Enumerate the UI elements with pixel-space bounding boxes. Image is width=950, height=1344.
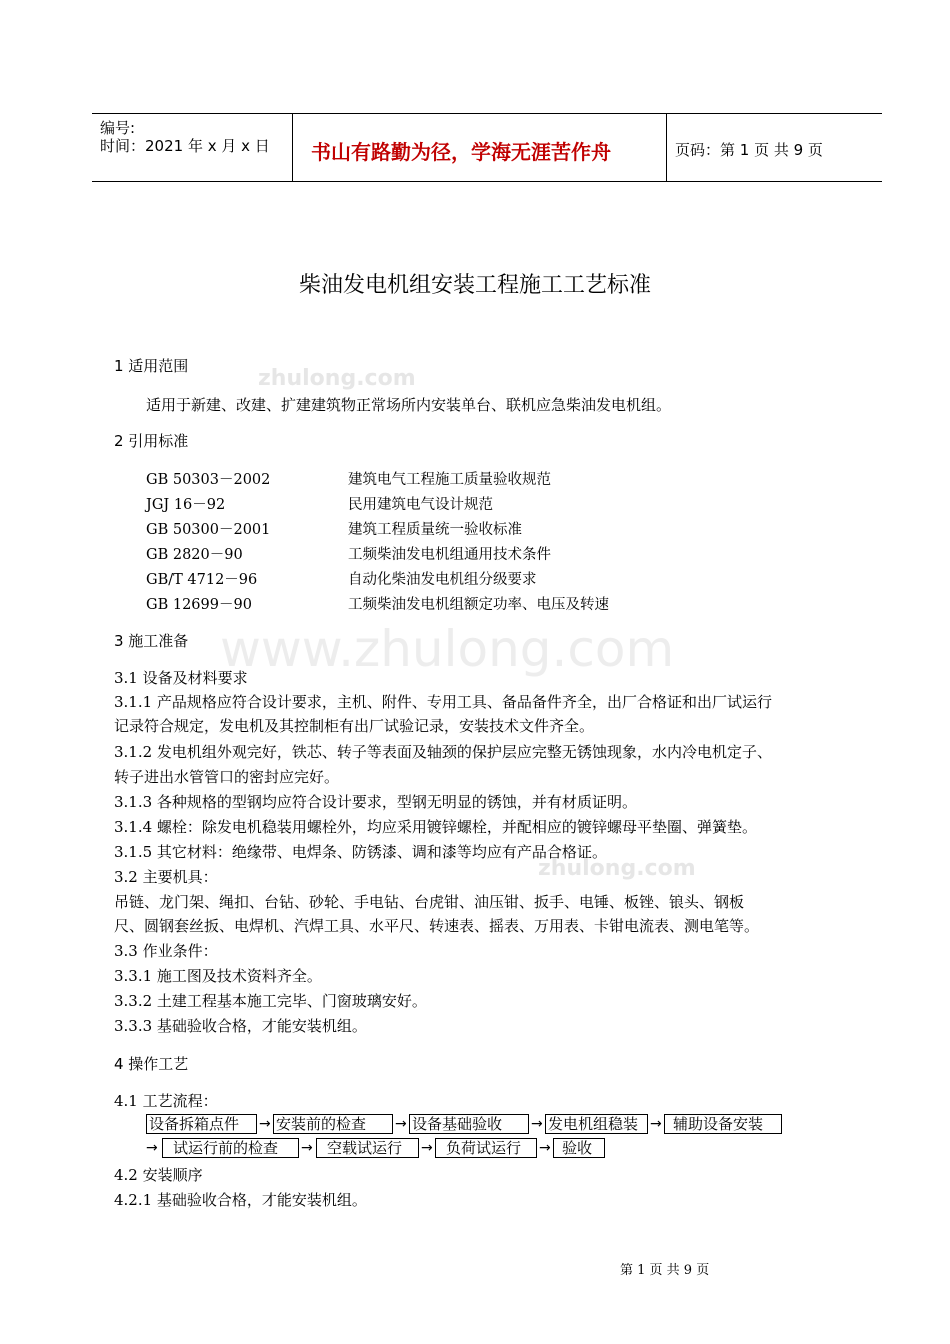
header-divider — [666, 113, 667, 181]
paragraph: 3.3.1 施工图及技术资料齐全。 — [114, 967, 322, 985]
section-heading: 1 适用范围 — [114, 357, 189, 375]
flow-step: 辅助设备安装 — [664, 1114, 782, 1134]
paragraph: 尺、圆钢套丝扳、电焊机、汽焊工具、水平尺、转速表、摇表、万用表、卡钳电流表、测电笔等。 — [114, 917, 760, 935]
header-number-label: 编号: — [100, 119, 136, 137]
header-motto: 书山有路勤为径，学海无涯苦作舟 — [311, 140, 611, 164]
standard-code: GB 50303－2002 — [146, 472, 271, 488]
paragraph: 记录符合规定，发电机及其控制柜有出厂试验记录，安装技术文件齐全。 — [114, 717, 595, 735]
paragraph: 转子进出水管管口的密封应完好。 — [114, 768, 340, 786]
arrow-icon: → — [421, 1140, 433, 1156]
arrow-icon: → — [539, 1140, 551, 1156]
section-heading: 3 施工准备 — [114, 632, 189, 650]
page-title: 柴油发电机组安装工程施工工艺标准 — [298, 273, 651, 298]
standard-name: 工频柴油发电机组通用技术条件 — [348, 547, 551, 563]
header-bottom-border — [92, 181, 882, 182]
paragraph: 3.1.3 各种规格的型钢均应符合设计要求，型钢无明显的锈蚀，并有材质证明。 — [114, 793, 637, 811]
standard-code: JGJ 16－92 — [146, 497, 226, 513]
flow-step: 试运行前的检查 — [162, 1138, 299, 1158]
standard-name: 建筑工程质量统一验收标准 — [348, 522, 522, 538]
arrow-icon: → — [395, 1116, 407, 1132]
arrow-icon: → — [650, 1116, 662, 1132]
paragraph: 3.1.1 产品规格应符合设计要求，主机、附件、专用工具、备品备件齐全，出厂合格证和出厂试运行 — [114, 693, 772, 711]
header-time-label: 时间：2021 年 x 月 x 日 — [100, 137, 270, 155]
paragraph: 适用于新建、改建、扩建建筑物正常场所内安装单台、联机应急柴油发电机组。 — [146, 396, 672, 414]
flow-step: 空载试运行 — [316, 1138, 419, 1158]
standard-code: GB/T 4712－96 — [146, 572, 258, 588]
standard-name: 工频柴油发电机组额定功率、电压及转速 — [348, 597, 609, 613]
paragraph: 3.1.2 发电机组外观完好，铁芯、转子等表面及轴颈的保护层应完整无锈蚀现象，水内冷电机定子、 — [114, 743, 772, 761]
page-footer: 第 1 页 共 9 页 — [620, 1263, 710, 1278]
paragraph: 3.1 设备及材料要求 — [114, 669, 248, 687]
paragraph: 吊链、龙门架、绳扣、台钻、砂轮、手电钻、台虎钳、油压钳、扳手、电锤、板锉、锒头、钢板 — [114, 893, 745, 911]
paragraph: 3.1.4 螺栓：除发电机稳装用螺栓外，均应采用镀锌螺栓，并配相应的镀锌螺母平垫圈、弹簧垫。 — [114, 818, 757, 836]
standard-name: 自动化柴油发电机组分级要求 — [348, 572, 537, 588]
watermark: www.zhulong.com — [220, 620, 675, 678]
header-page-label: 页码：第 1 页 共 9 页 — [675, 141, 823, 159]
flow-label: 4.1 工艺流程： — [114, 1092, 218, 1110]
flow-step: 安装前的检查 — [273, 1114, 393, 1134]
arrow-icon: → — [259, 1116, 271, 1132]
arrow-icon: → — [301, 1140, 313, 1156]
sub-heading: 4.2 安装顺序 — [114, 1166, 203, 1184]
standard-code: GB 2820－90 — [146, 547, 243, 563]
watermark: zhulong.com — [258, 366, 416, 391]
arrow-icon: → — [531, 1116, 543, 1132]
flow-step: 设备拆箱点件 — [146, 1114, 257, 1134]
paragraph: 3.1.5 其它材料：绝缘带、电焊条、防锈漆、调和漆等均应有产品合格证。 — [114, 843, 607, 861]
paragraph: 3.3.3 基础验收合格，才能安装机组。 — [114, 1017, 367, 1035]
section-heading: 4 操作工艺 — [114, 1055, 189, 1073]
flow-step: 验收 — [553, 1138, 605, 1158]
arrow-icon: → — [146, 1140, 158, 1156]
watermark: zhulong.com — [538, 856, 696, 881]
paragraph: 3.3 作业条件： — [114, 942, 218, 960]
paragraph: 4.2.1 基础验收合格，才能安装机组。 — [114, 1191, 367, 1209]
standard-code: GB 12699－90 — [146, 597, 252, 613]
flow-step: 负荷试运行 — [435, 1138, 537, 1158]
standard-code: GB 50300－2001 — [146, 522, 271, 538]
paragraph: 3.3.2 土建工程基本施工完毕、门窗玻璃安好。 — [114, 992, 427, 1010]
standard-name: 建筑电气工程施工质量验收规范 — [348, 472, 551, 488]
header-top-border — [92, 113, 882, 114]
flow-step: 设备基础验收 — [409, 1114, 529, 1134]
section-heading: 2 引用标准 — [114, 432, 189, 450]
standard-name: 民用建筑电气设计规范 — [348, 497, 493, 513]
header-divider — [292, 113, 293, 181]
flow-step: 发电机组稳装 — [545, 1114, 648, 1134]
paragraph: 3.2 主要机具： — [114, 868, 218, 886]
